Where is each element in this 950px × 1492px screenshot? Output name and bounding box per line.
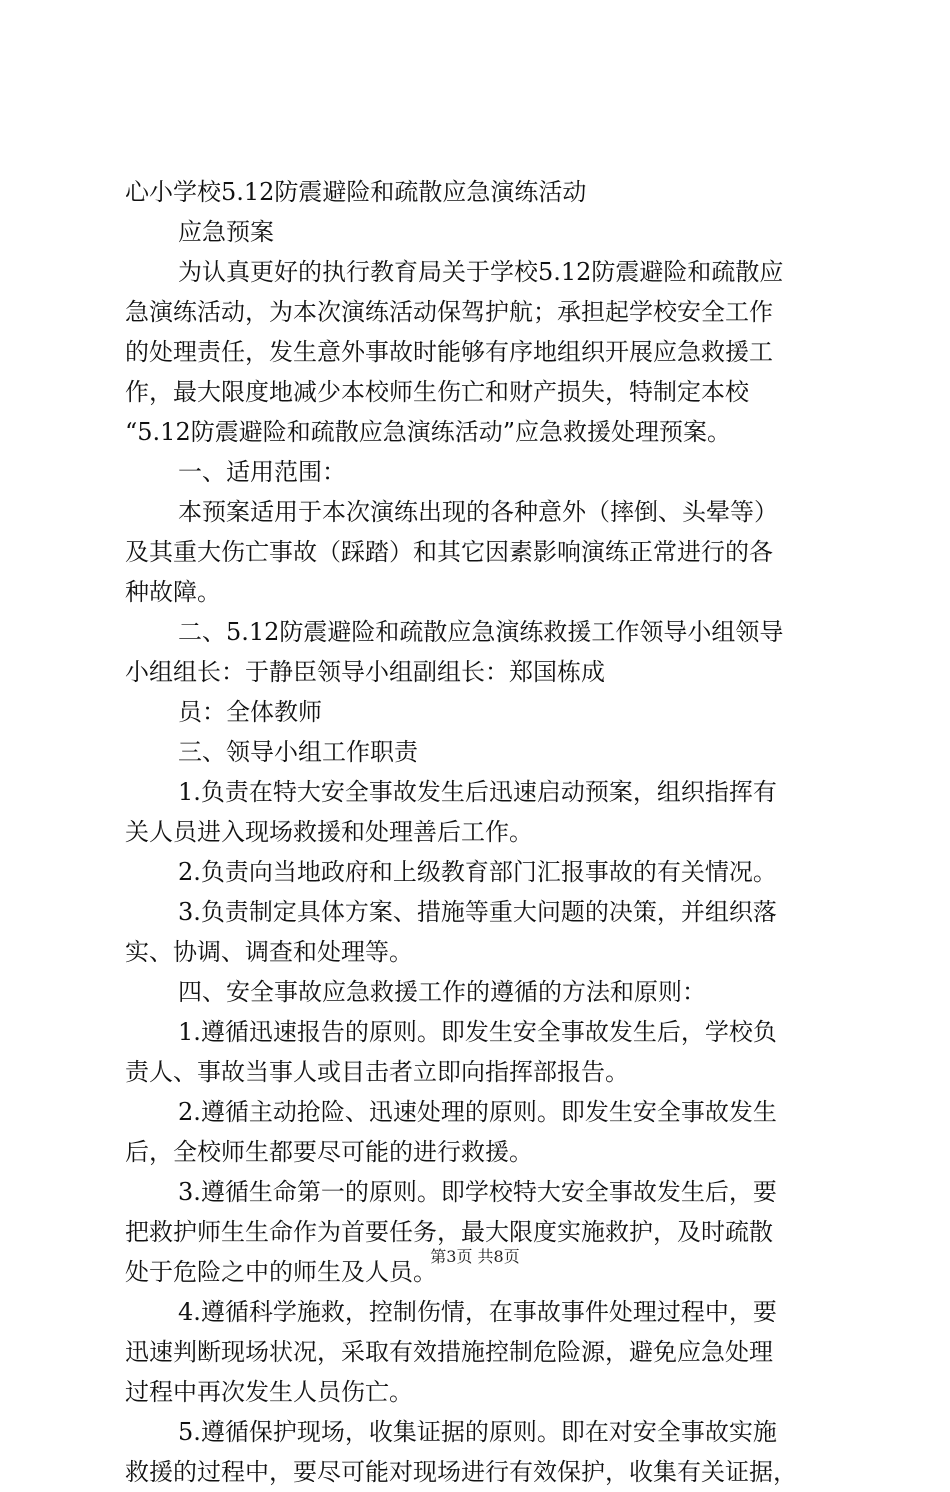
text-line: 4.遵循科学施救，控制伤情，在事故事件处理过程中，要	[178, 1298, 777, 1326]
text-line: 5.遵循保护现场，收集证据的原则。即在对安全事故实施	[178, 1418, 777, 1446]
text-line: “5.12防震避险和疏散应急演练活动”应急救援处理预案。	[125, 418, 731, 446]
text-line: 过程中再次发生人员伤亡。	[125, 1378, 413, 1406]
text-line: 二、5.12防震避险和疏散应急演练救援工作领导小组领导	[178, 618, 784, 646]
text-line: 急演练活动，为本次演练活动保驾护航；承担起学校安全工作	[125, 298, 773, 326]
text-line: 迅速判断现场状况，采取有效措施控制危险源，避免应急处理	[125, 1338, 773, 1366]
text-line: 后，全校师生都要尽可能的进行救援。	[125, 1138, 533, 1166]
text-line: 为认真更好的执行教育局关于学校5.12防震避险和疏散应	[178, 258, 784, 286]
text-line: 心小学校5.12防震避险和疏散应急演练活动	[125, 178, 587, 206]
text-line: 小组组长：于静臣领导小组副组长：郑国栋成	[125, 658, 605, 686]
text-line: 1.负责在特大安全事故发生后迅速启动预案，组织指挥有	[178, 778, 777, 806]
page-footer: 第3页 共8页	[430, 1247, 520, 1266]
text-line: 种故障。	[125, 578, 221, 606]
text-line: 作，最大限度地减少本校师生伤亡和财产损失，特制定本校	[125, 378, 749, 406]
text-line: 救援的过程中，要尽可能对现场进行有效保护，收集有关证据，	[125, 1458, 797, 1486]
text-line: 及其重大伤亡事故（踩踏）和其它因素影响演练正常进行的各	[125, 538, 773, 566]
text-line: 一、适用范围：	[178, 458, 346, 486]
text-line: 应急预案	[178, 218, 274, 246]
text-line: 关人员进入现场救援和处理善后工作。	[125, 818, 533, 846]
text-line: 本预案适用于本次演练出现的各种意外（摔倒、头晕等）	[178, 498, 778, 526]
text-line: 三、领导小组工作职责	[178, 738, 418, 766]
text-line: 2.遵循主动抢险、迅速处理的原则。即发生安全事故发生	[178, 1098, 777, 1126]
text-line: 处于危险之中的师生及人员。	[125, 1258, 437, 1286]
text-line: 的处理责任，发生意外事故时能够有序地组织开展应急救援工	[125, 338, 773, 366]
text-line: 四、安全事故应急救援工作的遵循的方法和原则：	[178, 978, 706, 1006]
text-line: 3.遵循生命第一的原则。即学校特大安全事故发生后，要	[178, 1178, 777, 1206]
text-line: 责人、事故当事人或目击者立即向指挥部报告。	[125, 1058, 629, 1086]
text-line: 员：全体教师	[178, 698, 322, 726]
text-line: 2.负责向当地政府和上级教育部门汇报事故的有关情况。	[178, 858, 777, 886]
document-body	[125, 172, 837, 1492]
text-line: 1.遵循迅速报告的原则。即发生安全事故发生后，学校负	[178, 1018, 777, 1046]
text-line: 把救护师生生命作为首要任务，最大限度实施救护，及时疏散	[125, 1218, 773, 1246]
text-line: 实、协调、调查和处理等。	[125, 938, 413, 966]
text-line: 3.负责制定具体方案、措施等重大问题的决策，并组织落	[178, 898, 777, 926]
